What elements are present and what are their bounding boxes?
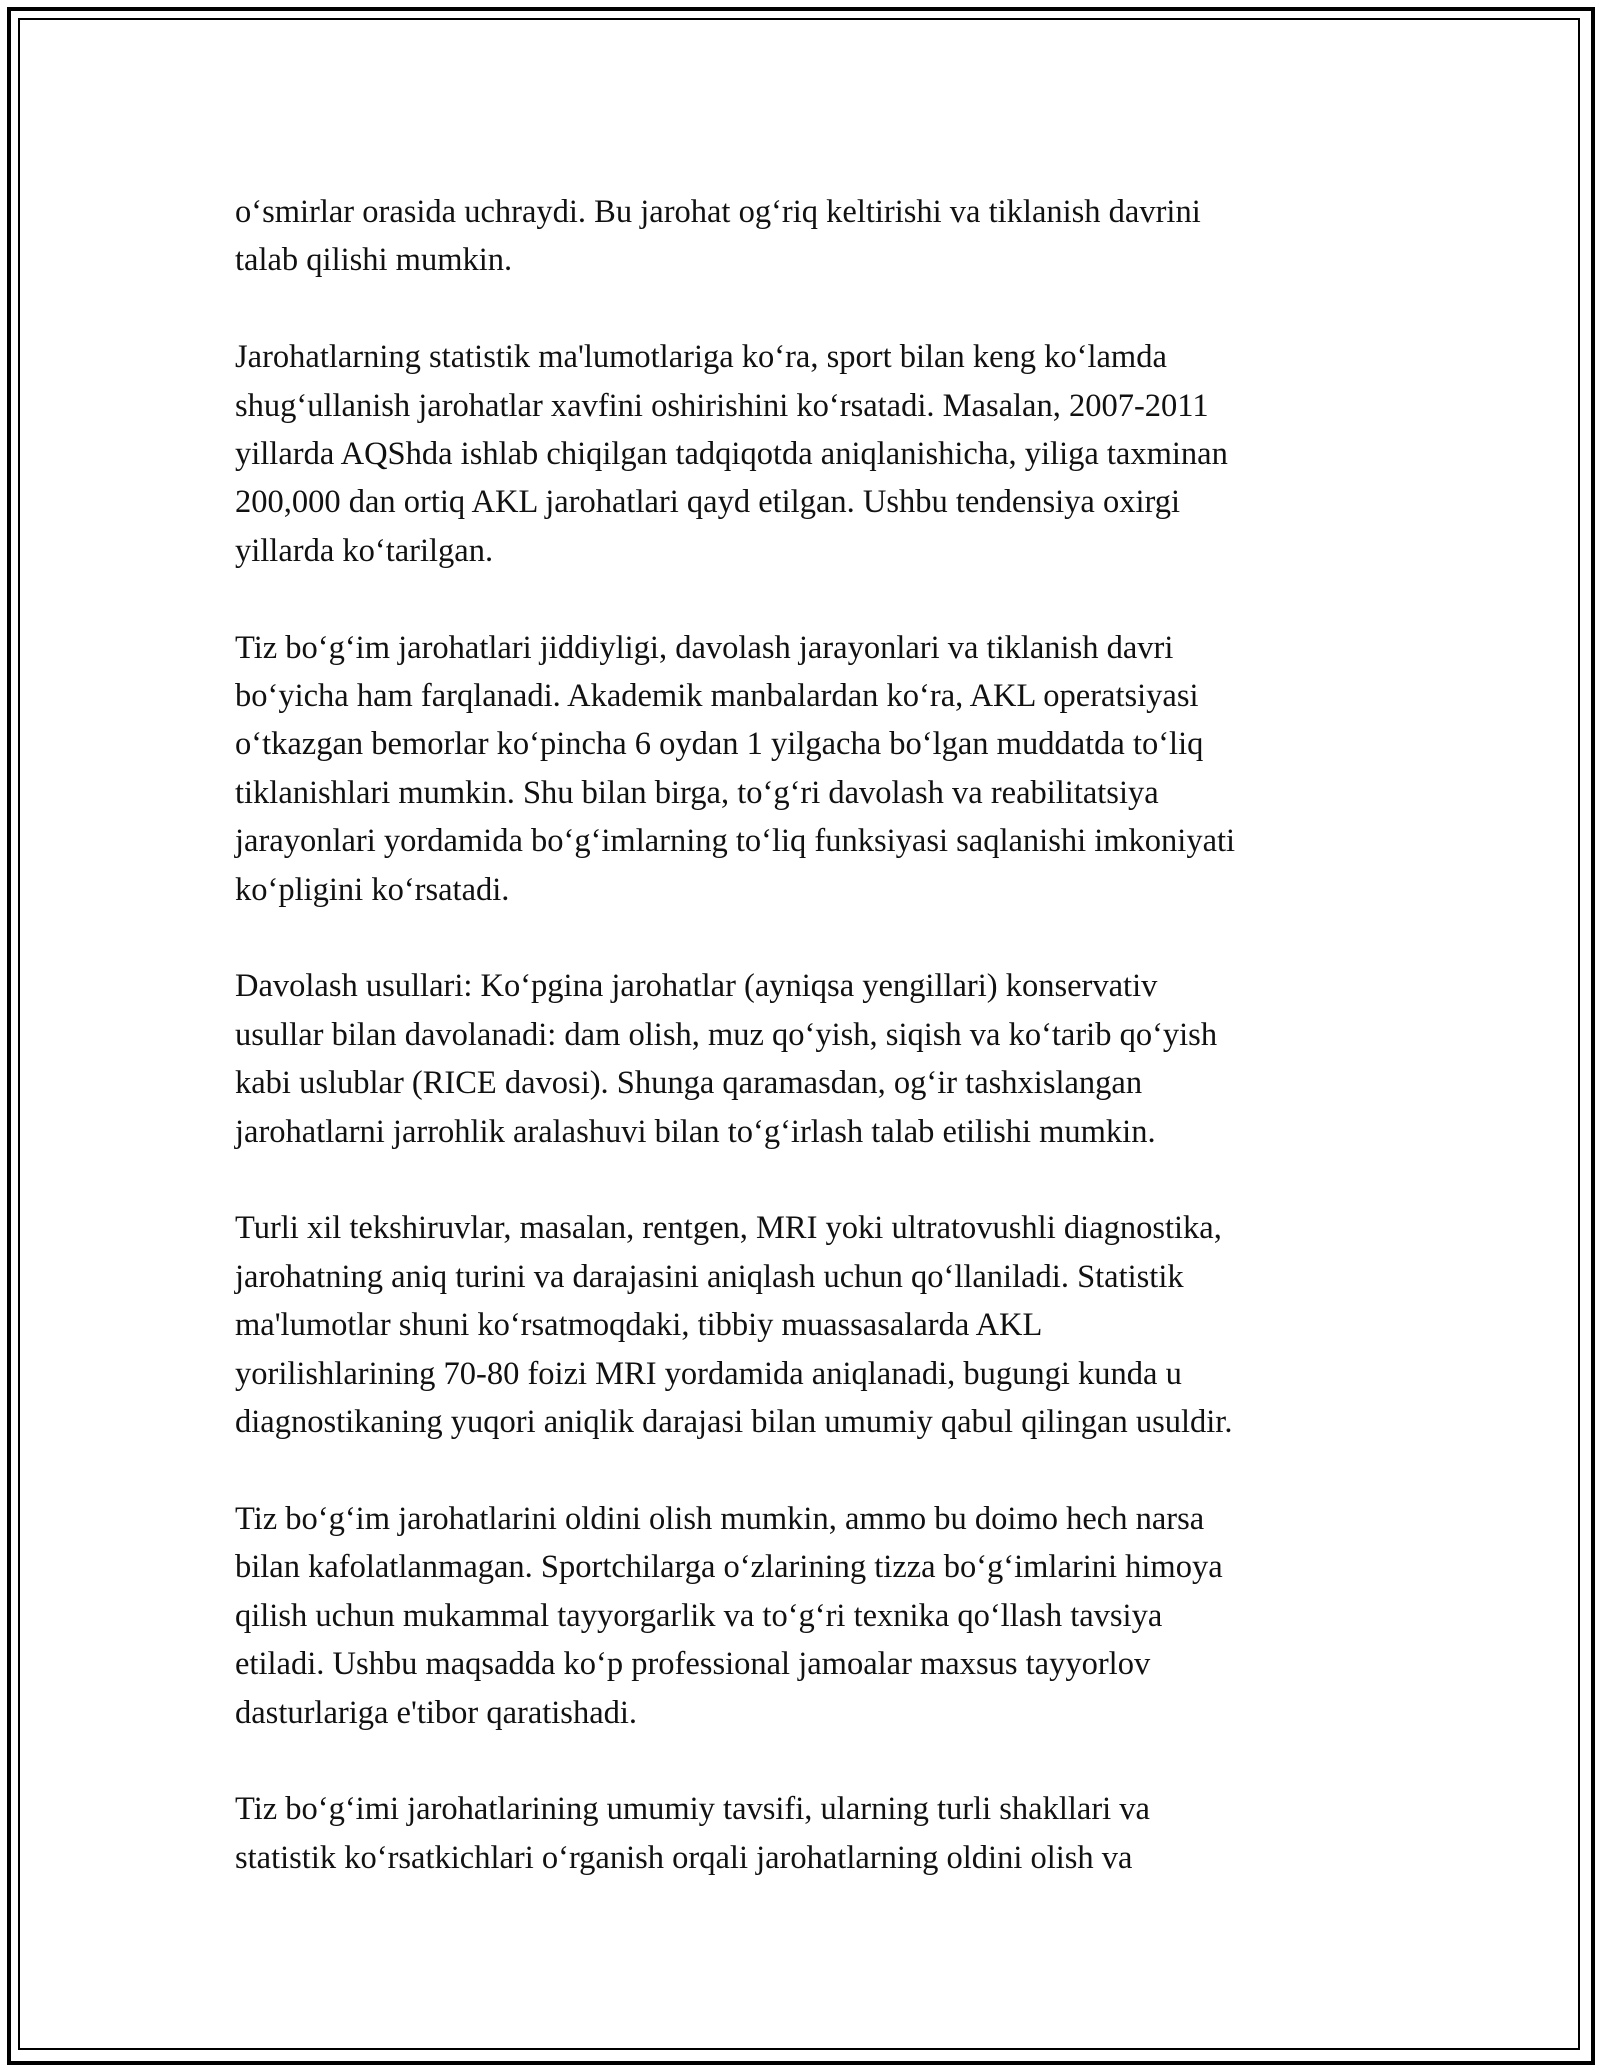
paragraph-7: Tiz boʻgʻimi jarohatlarining umumiy tavsifi, ularning turli shakllari va statistik koʻrsatkichlari oʻrganish orqali jarohatlarning oldini olish va xyxy=(235,1791,1150,1876)
paragraph-3: Tiz boʻgʻim jarohatlari jiddiyligi, davolash jarayonlari va tiklanish davri boʻyicha ham farqlanadi. Akademik manbalardan koʻra, AKL operatsiyasi oʻtkazgan bemorlar koʻpincha 6 oydan 1 yilgacha boʻlgan muddatda toʻliq tiklanishlari mumkin. Shu bilan birga, toʻgʻri davolash va reabilitatsiya jarayonlari yordamida boʻgʻimlarning toʻliq funksiyasi saqlanishi imkoniyati koʻpligini koʻrsatadi. xyxy=(235,629,1236,908)
paragraph-1: oʻsmirlar orasida uchraydi. Bu jarohat ogʻriq keltirishi va tiklanish davrini talab qilishi mumkin. xyxy=(235,194,1201,279)
paragraph-5: Turli xil tekshiruvlar, masalan, rentgen, MRI yoki ultratovushli diagnostika, jarohatning aniq turini va darajasini aniqlash uchun qoʻllaniladi. Statistik ma'lumotlar shuni koʻrsatmoqdaki, tibbiy muassasalarda AKL yorilishlarining 70-80 foizi MRI yordamida aniqlanadi, bugungi kunda u diagnostikaning yuqori aniqlik darajasi bilan umumiy qabul qilingan usuldir. xyxy=(235,1210,1233,1441)
paragraph-2: Jarohatlarning statistik ma'lumotlariga koʻra, sport bilan keng koʻlamda shugʻullanish jarohatlar xavfini oshirishini koʻrsatadi. Masalan, 2007-2011 yillarda AQShda ishlab chiqilgan tadqiqotda aniqlanishicha, yiliga taxminan 200,000 dan ortiq AKL jarohatlari qayd etilgan. Ushbu tendensiya oxirgi yillarda koʻtarilgan. xyxy=(235,339,1228,569)
paragraph-6: Tiz boʻgʻim jarohatlarini oldini olish mumkin, ammo bu doimo hech narsa bilan kafolatlanmagan. Sportchilarga oʻzlarining tizza boʻgʻimlarini himoya qilish uchun mukammal tayyorgarlik va toʻgʻri texnika qoʻllash tavsiya etiladi. Ushbu maqsadda koʻp professional jamoalar maxsus tayyorlov dasturlariga e'tibor qaratishadi. xyxy=(235,1500,1223,1731)
document-body xyxy=(235,188,1375,1931)
paragraph-4: Davolash usullari: Koʻpgina jarohatlar (ayniqsa yengillari) konservativ usullar bilan davolanadi: dam olish, muz qoʻyish, siqish va koʻtarib qoʻyish kabi uslublar (RICE davosi). Shunga qaramasdan, ogʻir tashxislangan jarohatlarni jarrohlik aralashuvi bilan toʻgʻirlash talab etilishi mumkin. xyxy=(235,968,1218,1150)
